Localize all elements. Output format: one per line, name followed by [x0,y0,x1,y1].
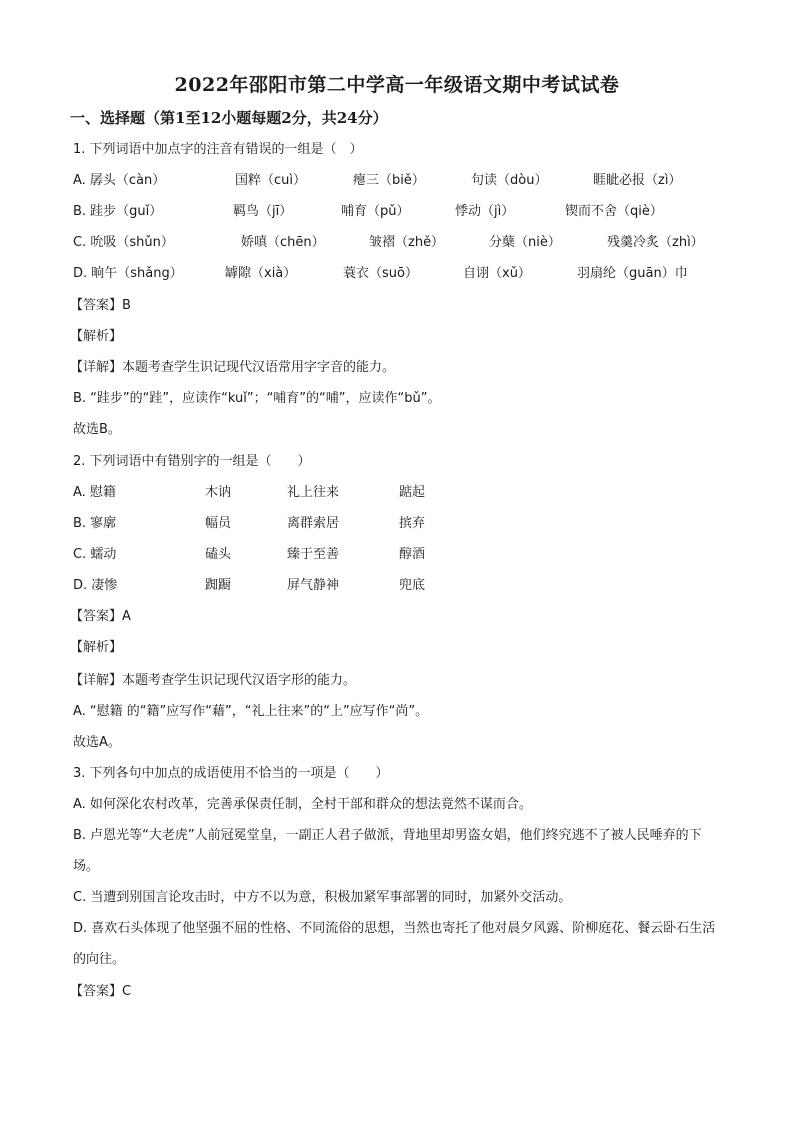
answer-label: 【答案】A [70,609,131,624]
option-item: 蓑衣（suō） [343,266,418,281]
option-item: 皱褶（zhě） [369,235,445,250]
option-item: 残羹冷炙（zhì） [607,235,704,250]
option-item: 木讷 [205,485,232,500]
option-item: 踮起 [399,485,426,500]
option-item: 屏气静神 [287,578,340,593]
explanation-text: A. “慰籍 的“籍”应写作“藉”，“礼上往来”的“上”应写作“尚”。 [73,704,429,719]
explanation-text: B. “跬步”的“跬”，应读作“kuǐ”；“哺育”的“哺”，应读作“bǔ”。 [73,391,441,406]
option-item: D. 凄惨 [73,578,118,593]
option-item: 分蘖（niè） [489,235,561,250]
question-2-stem: 2. 下列词语中有错别字的一组是（ ） [73,454,311,469]
option-item: 摈弃 [399,516,426,531]
option-item: D. 晌午（shǎng） [73,266,183,281]
option-item: 悸动（jì） [455,204,515,219]
option-item: 羽扇纶（guān）巾 [577,266,688,281]
option-item: C. 吮吸（shǔn） [73,235,174,250]
analysis-label: 【解析】 [70,640,123,655]
question-3-option-a: A. 如何深化农村改革，完善承保责任制，全村干部和群众的想法竟然不谋而合。 [73,797,532,812]
option-item: 国粹（cuì） [235,173,306,188]
option-item: 兜底 [399,578,426,593]
option-item: 幅员 [205,516,232,531]
option-item: C. 蠕动 [73,547,117,562]
conclusion-text: 故选A。 [73,735,121,750]
option-item: 羁鸟（jī） [233,204,293,219]
analysis-label: 【解析】 [70,329,123,344]
option-item: A. 慰籍 [73,485,116,500]
option-item: 离群索居 [287,516,340,531]
option-item: B. 寥廓 [73,516,117,531]
option-item: 礼上往来 [287,485,340,500]
option-item: 睚眦必报（zì） [593,173,682,188]
option-item: 娇嗔（chēn） [241,235,325,250]
option-item: 醇酒 [399,547,426,562]
question-3-option-b: B. 卢恩光等“大老虎”人前冠冕堂皇，一副正人君子做派，背地里却男盗女娼，他们终究逃不了被人民唾弃的下场。 [73,828,702,874]
option-item: B. 跬步（guǐ） [73,204,163,219]
option-item: 罅隙（xià） [225,266,297,281]
option-item: 自诩（xǔ） [463,266,531,281]
option-item: 句读（dòu） [471,173,548,188]
option-item: 哺育（pǔ） [341,204,410,219]
conclusion-text: 故选B。 [73,422,121,437]
section-heading: 一、选择题（第1至12小题每题2分，共24分） [70,109,388,127]
question-3-option-c: C. 当遭到别国言论攻击时，中方不以为意，积极加紧军事部署的同时，加紧外交活动。 [73,890,572,905]
page-title: 2022年邵阳市第二中学高一年级语文期中考试试卷 [174,74,620,96]
option-item: 磕头 [205,547,232,562]
option-item: 瘪三（biě） [353,173,425,188]
option-item: 锲而不舍（qiè） [565,204,663,219]
question-3-option-d: D. 喜欢石头体现了他坚强不屈的性格、不同流俗的思想，当然也寄托了他对晨夕风露、阶柳庭花、餐云卧石生活的向往。 [73,921,716,967]
question-1-stem: 1. 下列词语中加点字的注音有错误的一组是（ ） [73,142,363,157]
option-item: 踟蹰 [205,578,232,593]
option-item: A. 孱头（càn） [73,173,166,188]
option-item: 臻于至善 [287,547,340,562]
answer-label: 【答案】C [70,984,132,999]
question-3-stem: 3. 下列各句中加点的成语使用不恰当的一项是（ ） [73,766,389,781]
detail-text: 【详解】本题考查学生识记现代汉语字形的能力。 [70,673,357,688]
detail-text: 【详解】本题考查学生识记现代汉语常用字字音的能力。 [70,360,396,375]
answer-label: 【答案】B [70,298,131,313]
